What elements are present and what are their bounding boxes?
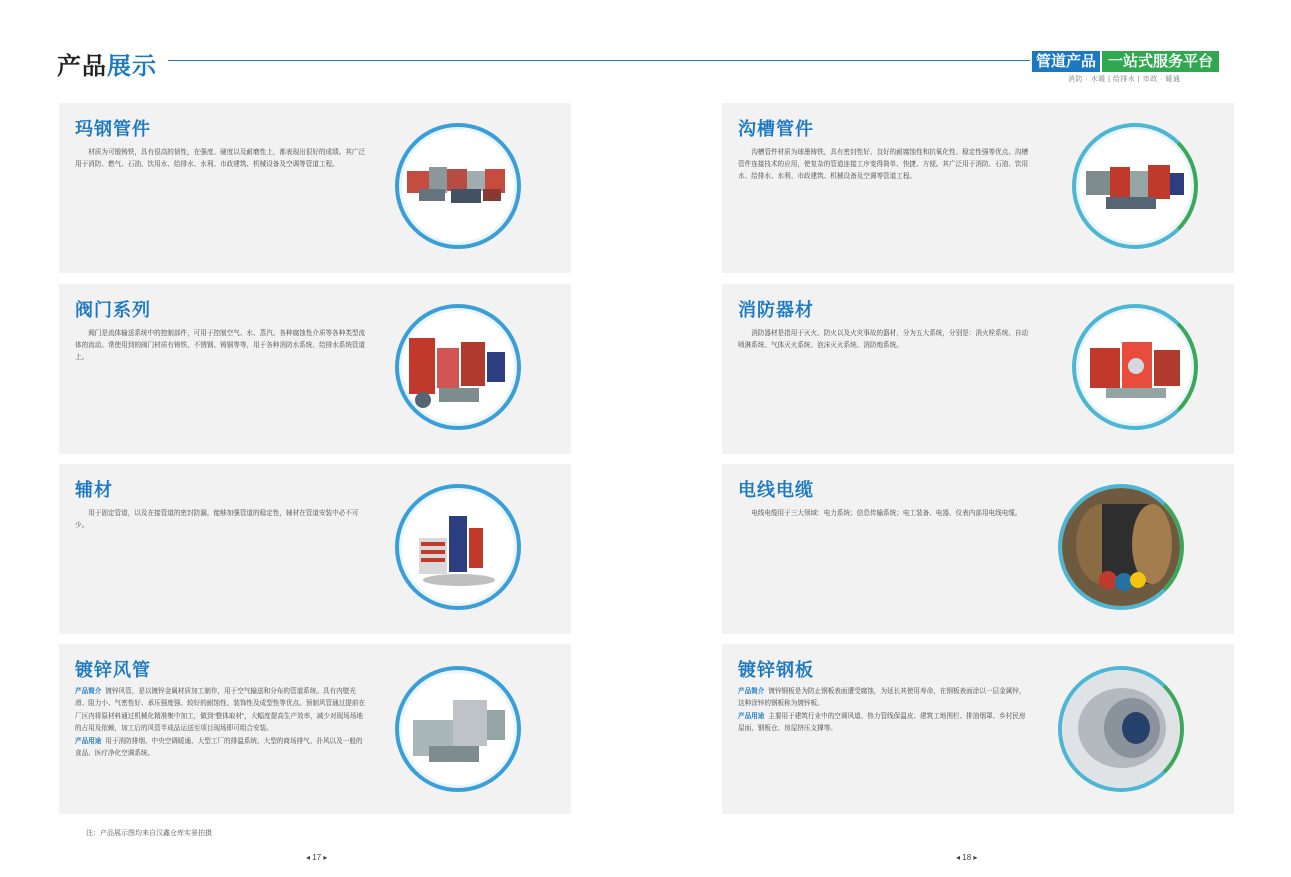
product-image-sheet-coil [1058, 666, 1184, 792]
product-card-galvanized-sheet [722, 644, 1234, 814]
card-title: 沟槽管件 [738, 119, 814, 139]
product-image-valves [395, 304, 521, 430]
card-description: 消防器材是指用于灭火、防火以及火灾事故的器材，分为五大系统，分别是：消火栓系统、自动喷淋系统、气体灭火系统、泡沫灭火系统、消防炮系统。 [738, 330, 1029, 349]
card-title: 辅材 [75, 480, 113, 500]
card-title: 电线电缆 [738, 480, 814, 500]
product-image-accessories [395, 484, 521, 610]
intro-text: 镀锌钢板是为防止钢板表面遭受腐蚀，为延长其使用寿命，在钢板表面涂以一层金属锌，这种涂锌的钢板称为镀锌板。 [738, 688, 1026, 708]
title-divider [168, 60, 1030, 61]
card-description: 沟槽管件材质为球墨铸铁，具有密封性好、良好的耐腐蚀性和抗氧化性、稳定性强等优点。沟槽管件连接技术的应用，使复杂的管道连接工序变得简单、快捷、方便。其广泛用于消防、石油、饮用水、给排水、水利、市政建筑、机械设备及空调等管道工程。 [738, 149, 1029, 180]
page-title-part1: 产品 [57, 53, 107, 80]
brand-part1: 管道产品 [1032, 51, 1100, 72]
page-title-part2: 展示 [107, 53, 157, 80]
brand-part2: 一站式服务平台 [1102, 51, 1219, 72]
product-card-cables [722, 464, 1234, 634]
page-number-right: ◂ 18 ▸ [956, 853, 978, 862]
card-description: 材质为可锻铸铁，具有很高的韧性，在强度、硬度以及耐磨性上，都表现出很好的成绩。其广泛用于消防、燃气、石油、饮用水、给排水、水利、市政建筑、机械设备及空调等管道工程。 [75, 149, 366, 168]
product-image-fittings [395, 123, 521, 249]
card-title: 镀锌钢板 [738, 660, 814, 680]
product-image-fire [1072, 304, 1198, 430]
card-title: 消防器材 [738, 300, 814, 320]
usage-text: 主要用于建筑行业中的空调风道、热力管线保温皮、建筑工地围栏、排油烟罩、乡村民房屋面、钢板仓、房屋挤压支撑等。 [738, 712, 1026, 733]
card-description [75, 686, 367, 760]
intro-text: 镀锌风管，是以镀锌金属材质加工制作，用于空气输送和分布的管道系统。具有内壁光滑、阻力小、气密性好、承压强度强、较好的耐蚀性、装饰性及成型性等优点。预制风管通过提前在厂区内将原材料通过机械化精准集中加工，做到“整体取材”，大幅度提高生产效率，减少对现场场地的占用及依赖，加工后的风管半成品运送至项目现场即可组合安装。 [75, 688, 366, 733]
brand-logo [1032, 51, 1219, 72]
product-card-accessories [59, 464, 571, 634]
product-image-grooved [1072, 123, 1198, 249]
card-title: 镀锌风管 [75, 660, 151, 680]
product-card-galvanized-duct [59, 644, 571, 814]
page-number-left: ◂ 17 ▸ [306, 853, 328, 862]
card-description: 用于固定管道，以及在接管道的密封防漏，能够加强管道的稳定性，辅材在管道安装中必不可少。 [75, 510, 359, 529]
card-description: 电线电缆用于三大领域：电力系统；信息传输系统；电工装备、电器、仪表内部用电线电缆。 [751, 510, 1022, 517]
card-title: 阀门系列 [75, 300, 151, 320]
brand-subtitle: 消防 · 水暖 | 给排水 | 市政 · 暖通 [1068, 76, 1181, 83]
product-image-cables [1058, 484, 1184, 610]
product-card-malleable-fittings [59, 103, 571, 273]
card-description [738, 686, 1030, 736]
label-usage: 产品用途 [738, 712, 765, 720]
label-intro: 产品简介 [75, 688, 102, 695]
product-image-duct [395, 666, 521, 792]
product-card-valves [59, 284, 571, 454]
label-intro: 产品简介 [738, 688, 765, 695]
photo-note: 注：产品展示图均来自汉鑫仓库实景拍摄 [86, 830, 212, 837]
usage-text: 用于消防排烟、中央空调暖通、大型工厂的排温系统、大型的商场排气、扑风以及一般的食品、医疗净化空调系统。 [75, 737, 363, 758]
product-card-grooved-fittings [722, 103, 1234, 273]
card-description: 阀门是流体输送系统中的控制部件，可用于控制空气、水、蒸汽、各种腐蚀性介质等各种类型流体的流动。常使用到的阀门材质有铸铁、不锈钢、铸铜等等，用于各种消防水系统、给排水系统管道上。 [75, 330, 366, 361]
product-card-fire-equipment [722, 284, 1234, 454]
page-title [57, 46, 157, 81]
label-usage: 产品用途 [75, 737, 102, 745]
card-title: 玛钢管件 [75, 119, 151, 139]
